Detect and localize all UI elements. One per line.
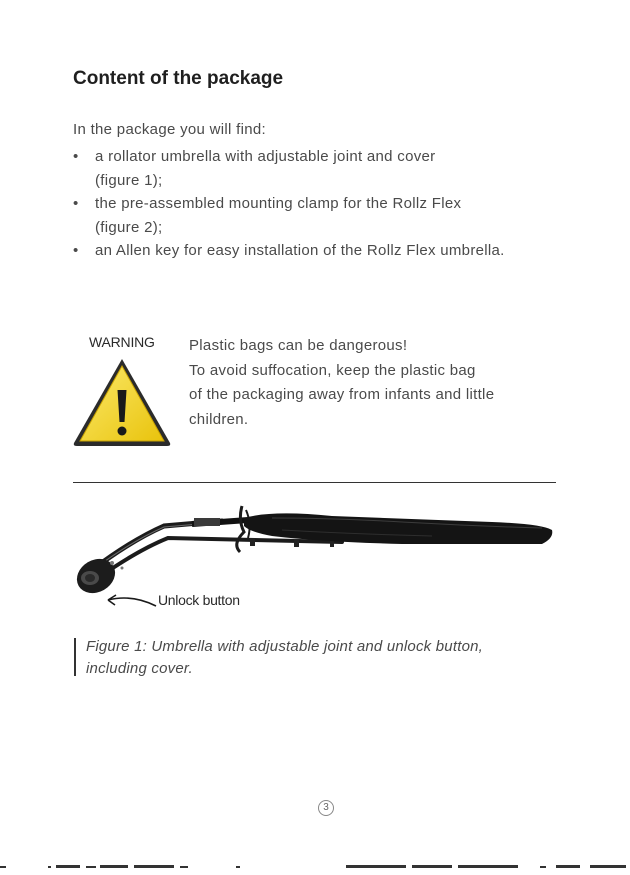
caption-line: including cover. bbox=[86, 660, 193, 677]
warning-line: Plastic bags can be dangerous! bbox=[189, 337, 408, 354]
list-item-line: (figure 1); bbox=[95, 171, 163, 189]
list-item-line: a rollator umbrella with adjustable joint and cover bbox=[95, 148, 436, 165]
warning-line: children. bbox=[189, 410, 249, 428]
list-item-line: the pre-assembled mounting clamp for the Rollz Flex bbox=[95, 195, 462, 212]
caption-line: Figure 1: Umbrella with adjustable joint and unlock button, bbox=[86, 638, 484, 655]
warning-line: of the packaging away from infants and little bbox=[189, 386, 495, 403]
warning-text bbox=[189, 334, 549, 432]
unlock-button-callout: Unlock button bbox=[158, 592, 240, 608]
warning-label: WARNING bbox=[89, 334, 155, 350]
bullet-icon: • bbox=[73, 195, 79, 212]
section-divider bbox=[73, 482, 556, 483]
warning-triangle-icon bbox=[71, 356, 173, 453]
bullet-icon: • bbox=[73, 148, 79, 165]
print-registration-strip bbox=[0, 857, 630, 863]
bullet-icon: • bbox=[73, 242, 79, 259]
caption-bar bbox=[74, 638, 76, 676]
list-item-line: (figure 2); bbox=[95, 218, 163, 236]
list-item bbox=[73, 145, 563, 192]
umbrella-illustration bbox=[72, 498, 562, 623]
list-item bbox=[73, 192, 563, 239]
list-item-line: an Allen key for easy installation of the Rollz Flex umbrella. bbox=[95, 242, 505, 259]
page-number: 3 bbox=[318, 800, 334, 816]
intro-text: In the package you will find: bbox=[73, 121, 266, 138]
page-heading: Content of the package bbox=[73, 68, 284, 89]
list-item bbox=[73, 239, 563, 263]
figure-caption bbox=[86, 636, 556, 680]
warning-line: To avoid suffocation, keep the plastic bag bbox=[189, 361, 476, 379]
package-contents-list bbox=[73, 145, 563, 263]
